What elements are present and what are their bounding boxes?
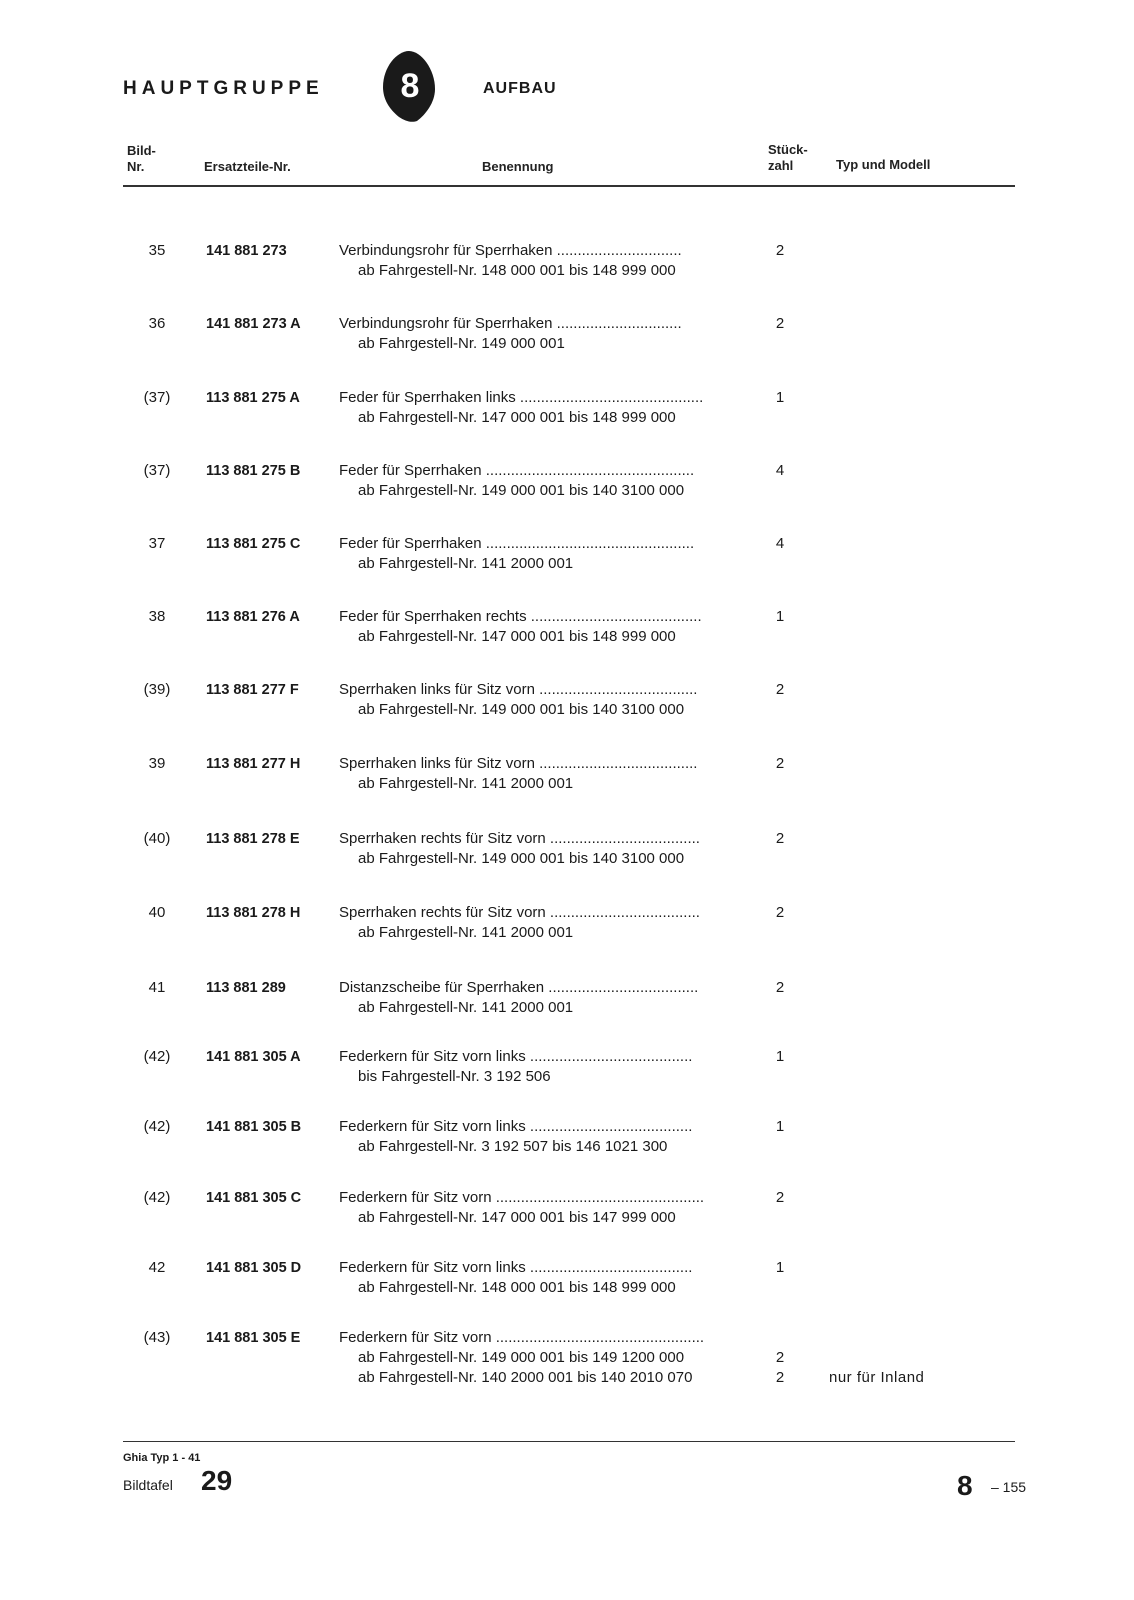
parts-row — [0, 607, 1134, 667]
col-head-desc: Benennung — [482, 159, 554, 174]
part-description: Feder für Sperrhaken .................................................. — [339, 462, 695, 479]
chassis-range: ab Fahrgestell-Nr. 148 000 001 bis 148 999 000 — [358, 262, 676, 279]
col-head-qty-line1: Stück- — [768, 142, 808, 157]
quantity: 2 — [775, 315, 785, 332]
part-description: Federkern für Sitz vorn links ....................................... — [339, 1048, 693, 1065]
part-description: Verbindungsrohr für Sperrhaken .............................. — [339, 242, 682, 259]
part-description: Federkern für Sitz vorn links ....................................... — [339, 1118, 693, 1135]
chassis-range: ab Fahrgestell-Nr. 3 192 507 bis 146 1021 300 — [358, 1138, 668, 1155]
bild-nr: (42) — [143, 1189, 171, 1206]
col-head-qty-line2: zahl — [768, 158, 794, 173]
part-number: 113 881 276 A — [206, 609, 300, 625]
chassis-range: ab Fahrgestell-Nr. 147 000 001 bis 148 999 000 — [358, 628, 676, 645]
main-group-label: HAUPTGRUPPE — [123, 78, 324, 99]
col-head-bild-line2: Nr. — [127, 159, 145, 174]
parts-row — [0, 1328, 1134, 1408]
parts-row — [0, 1188, 1134, 1248]
parts-row — [0, 1047, 1134, 1107]
chassis-range: bis Fahrgestell-Nr. 3 192 506 — [358, 1068, 551, 1085]
quantity: 1 — [775, 1048, 785, 1065]
quantity: 2 — [775, 681, 785, 698]
quantity: 2 — [775, 830, 785, 847]
bild-nr: (42) — [143, 1048, 171, 1065]
part-number: 113 881 278 H — [206, 905, 301, 921]
part-description: Federkern für Sitz vorn .................................................. — [339, 1329, 705, 1346]
parts-row — [0, 534, 1134, 594]
parts-row — [0, 1258, 1134, 1318]
quantity: 2 — [775, 755, 785, 772]
col-head-model: Typ und Modell — [836, 157, 931, 172]
bild-nr: (37) — [143, 462, 171, 479]
parts-row — [0, 829, 1134, 889]
part-description: Sperrhaken rechts für Sitz vorn .................................... — [339, 904, 700, 921]
part-description: Feder für Sperrhaken rechts ......................................... — [339, 608, 702, 625]
part-number: 113 881 277 H — [206, 756, 301, 772]
parts-row — [0, 903, 1134, 963]
chassis-range: ab Fahrgestell-Nr. 149 000 001 bis 140 3100 000 — [358, 701, 685, 718]
bild-nr: 41 — [148, 979, 166, 996]
part-description: Federkern für Sitz vorn .................................................. — [339, 1189, 705, 1206]
part-number: 141 881 305 B — [206, 1119, 302, 1135]
part-description: Feder für Sperrhaken links ............................................ — [339, 389, 704, 406]
part-description: Verbindungsrohr für Sperrhaken .............................. — [339, 315, 682, 332]
chassis-range: ab Fahrgestell-Nr. 141 2000 001 — [358, 555, 574, 572]
bild-nr: (37) — [143, 389, 171, 406]
bild-nr: 37 — [148, 535, 166, 552]
header-rule — [123, 185, 1015, 187]
chassis-range: ab Fahrgestell-Nr. 141 2000 001 — [358, 775, 574, 792]
chassis-range: ab Fahrgestell-Nr. 147 000 001 bis 147 999 000 — [358, 1209, 676, 1226]
col-head-bild — [127, 143, 156, 175]
parts-row — [0, 1117, 1134, 1177]
part-description: Sperrhaken rechts für Sitz vorn .................................... — [339, 830, 700, 847]
bild-nr: 35 — [148, 242, 166, 259]
quantity: 1 — [775, 1118, 785, 1135]
chassis-range: ab Fahrgestell-Nr. 149 000 001 — [358, 335, 565, 352]
bild-nr: (40) — [143, 830, 171, 847]
group-number: 8 — [400, 67, 420, 105]
part-number: 113 881 277 F — [206, 682, 299, 698]
bild-nr: 39 — [148, 755, 166, 772]
chassis-range: ab Fahrgestell-Nr. 141 2000 001 — [358, 924, 574, 941]
col-head-qty — [768, 142, 808, 174]
bild-nr: 38 — [148, 608, 166, 625]
chassis-range-2: ab Fahrgestell-Nr. 140 2000 001 bis 140 2010 070 — [358, 1369, 693, 1386]
chassis-range: ab Fahrgestell-Nr. 141 2000 001 — [358, 999, 574, 1016]
quantity: 1 — [775, 1259, 785, 1276]
parts-row — [0, 314, 1134, 374]
chassis-range: ab Fahrgestell-Nr. 149 000 001 bis 149 1200 000 — [358, 1349, 685, 1366]
parts-row — [0, 754, 1134, 814]
bild-nr: 36 — [148, 315, 166, 332]
plate-number: 29 — [201, 1465, 233, 1496]
quantity: 2 — [775, 979, 785, 996]
group-badge-shape — [381, 49, 437, 123]
part-description: Federkern für Sitz vorn links ....................................... — [339, 1259, 693, 1276]
chassis-range: ab Fahrgestell-Nr. 147 000 001 bis 148 999 000 — [358, 409, 676, 426]
parts-row — [0, 461, 1134, 521]
part-description: Sperrhaken links für Sitz vorn ...................................... — [339, 681, 698, 698]
part-number: 141 881 305 C — [206, 1190, 302, 1206]
col-head-bild-line1: Bild- — [127, 143, 156, 158]
part-number: 141 881 273 A — [206, 316, 301, 332]
bild-nr: (43) — [143, 1329, 171, 1346]
page-number-main: 8 — [957, 1470, 973, 1501]
bild-nr: (39) — [143, 681, 171, 698]
part-number: 113 881 289 — [206, 980, 286, 996]
footer-rule — [123, 1441, 1015, 1442]
chassis-range: ab Fahrgestell-Nr. 149 000 001 bis 140 3100 000 — [358, 850, 685, 867]
part-number: 113 881 275 A — [206, 390, 300, 406]
parts-row — [0, 388, 1134, 448]
parts-row — [0, 680, 1134, 740]
group-number-badge — [381, 49, 437, 123]
section-title: AUFBAU — [483, 80, 557, 97]
part-number: 113 881 275 C — [206, 536, 301, 552]
quantity: 4 — [775, 462, 785, 479]
part-number: 113 881 275 B — [206, 463, 301, 479]
bild-nr: 40 — [148, 904, 166, 921]
part-number: 141 881 305 D — [206, 1260, 302, 1276]
bild-nr: 42 — [148, 1259, 166, 1276]
chassis-range: ab Fahrgestell-Nr. 149 000 001 bis 140 3100 000 — [358, 482, 685, 499]
col-head-part: Ersatzteile-Nr. — [204, 159, 291, 174]
part-number: 141 881 305 E — [206, 1330, 301, 1346]
model-note: nur für Inland — [829, 1369, 925, 1386]
quantity: 4 — [775, 535, 785, 552]
part-description: Feder für Sperrhaken .................................................. — [339, 535, 695, 552]
quantity-2: 2 — [775, 1369, 785, 1386]
part-description: Sperrhaken links für Sitz vorn ...................................... — [339, 755, 698, 772]
part-number: 141 881 273 — [206, 243, 287, 259]
chassis-range: ab Fahrgestell-Nr. 148 000 001 bis 148 999 000 — [358, 1279, 676, 1296]
footer-model: Ghia Typ 1 - 41 — [123, 1452, 201, 1464]
quantity: 2 — [775, 1349, 785, 1366]
quantity: 2 — [775, 242, 785, 259]
part-number: 113 881 278 E — [206, 831, 300, 847]
page-number-sub: – 155 — [991, 1479, 1027, 1495]
quantity: 1 — [775, 389, 785, 406]
parts-row — [0, 978, 1134, 1038]
parts-row — [0, 241, 1134, 301]
plate-label: Bildtafel — [123, 1477, 173, 1493]
part-description: Distanzscheibe für Sperrhaken .................................... — [339, 979, 699, 996]
quantity: 1 — [775, 608, 785, 625]
quantity: 2 — [775, 904, 785, 921]
bild-nr: (42) — [143, 1118, 171, 1135]
quantity: 2 — [775, 1189, 785, 1206]
part-number: 141 881 305 A — [206, 1049, 301, 1065]
